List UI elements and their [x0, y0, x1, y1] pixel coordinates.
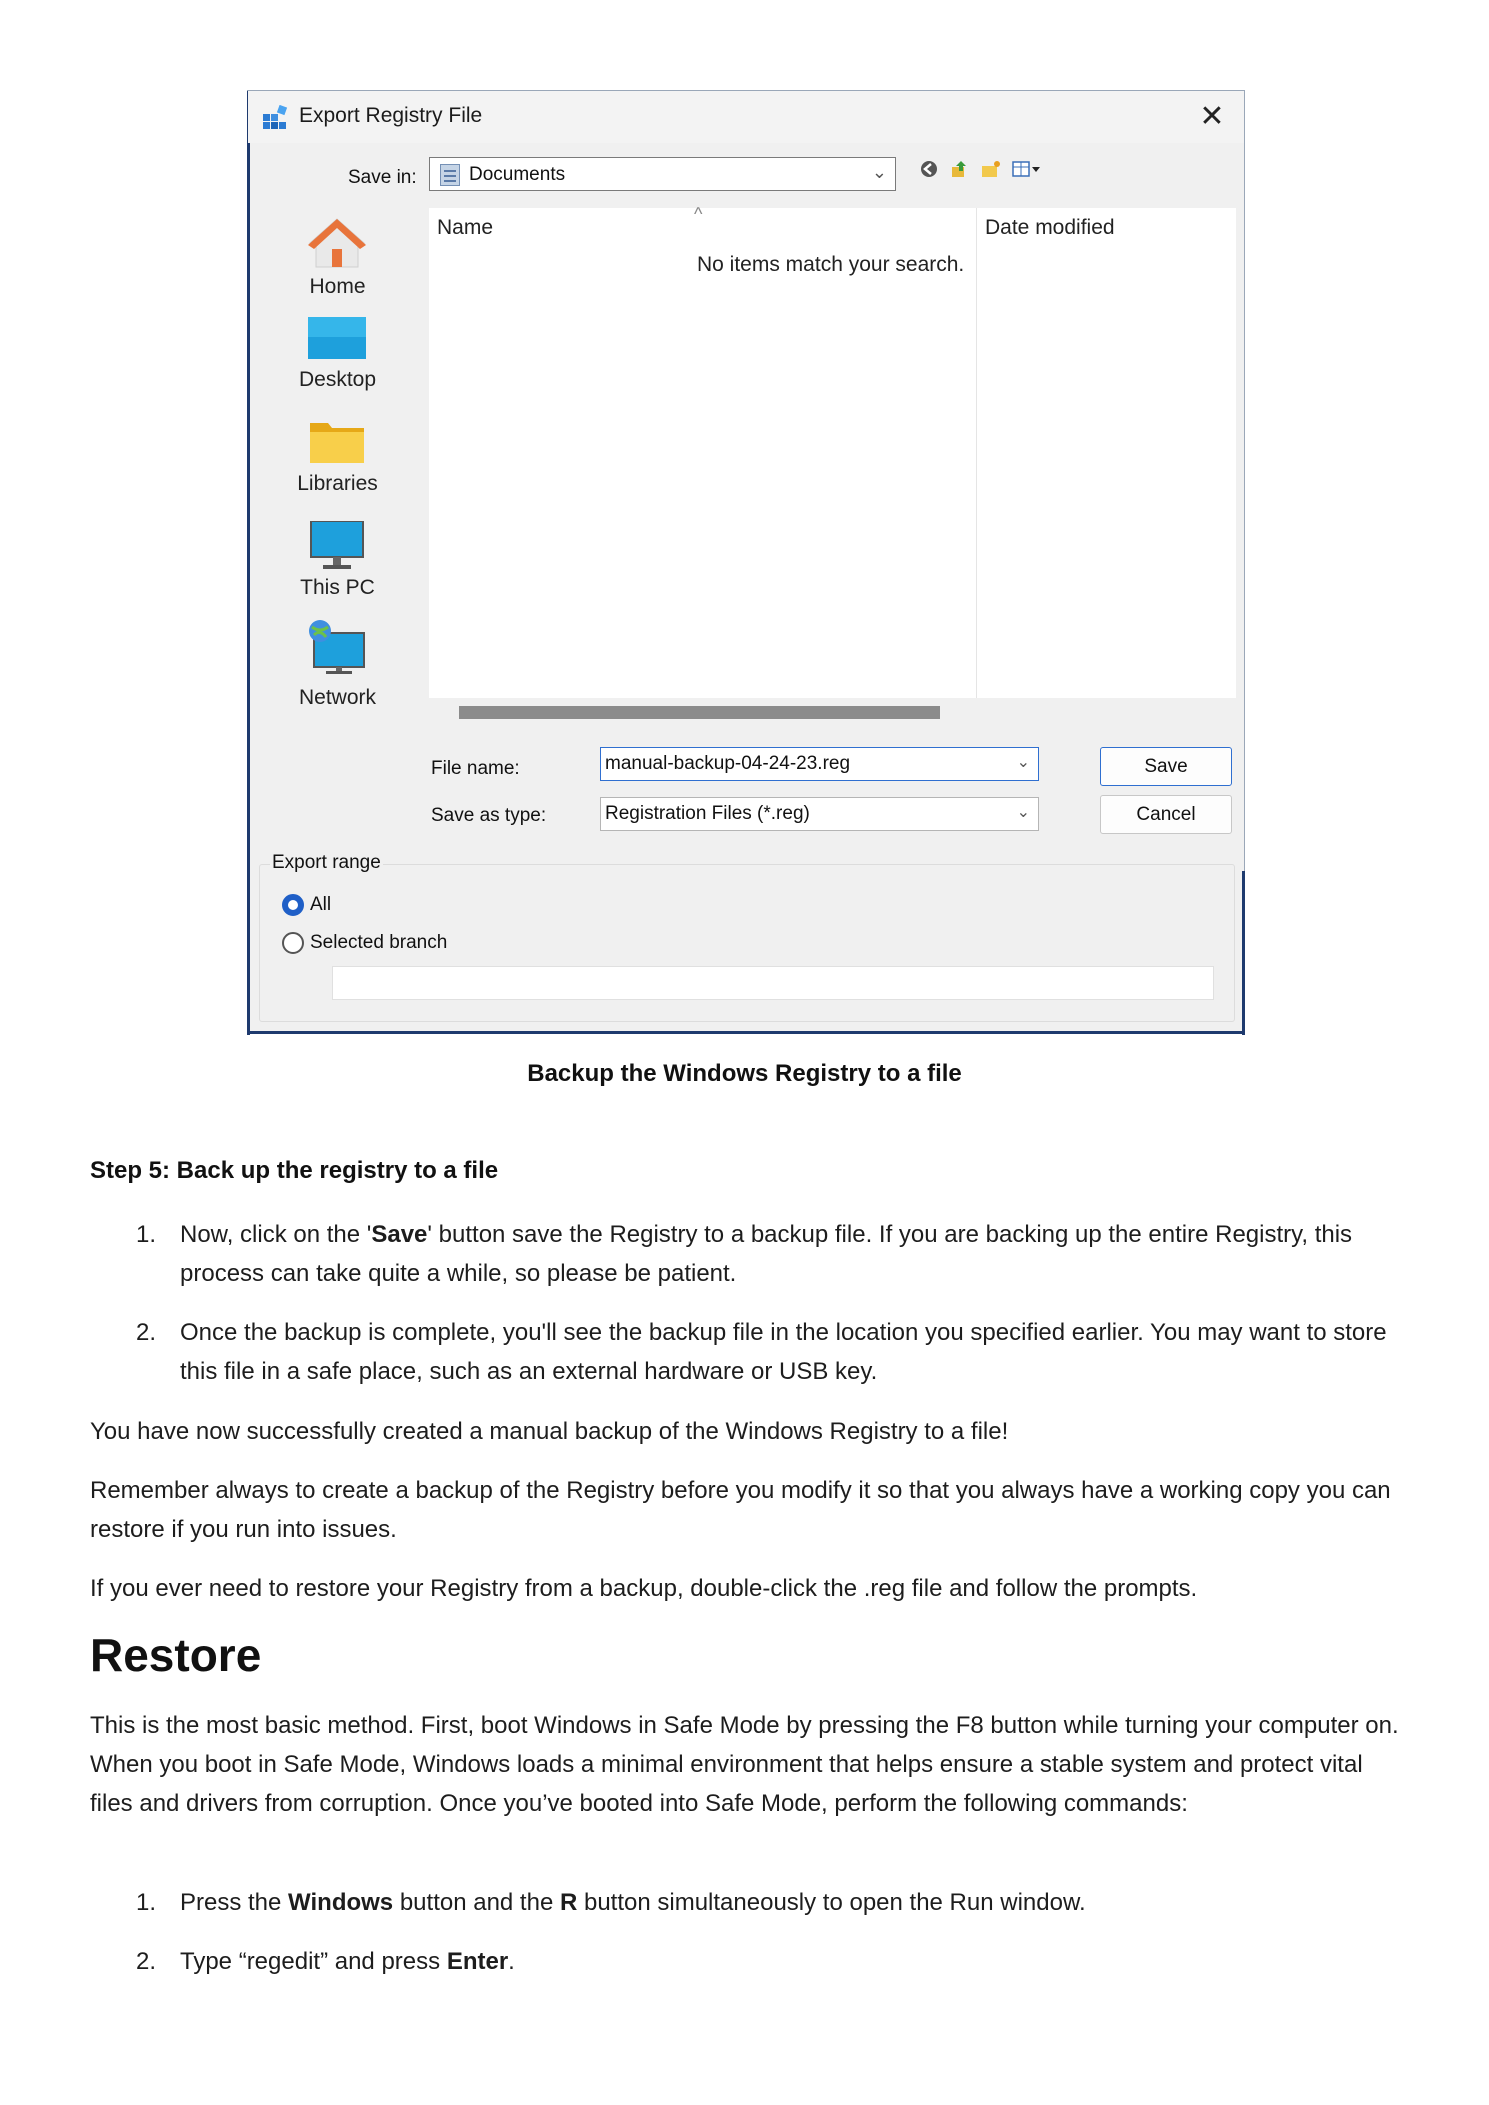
radio-selected-branch[interactable]: [282, 932, 304, 954]
desktop-icon: [308, 317, 366, 361]
place-home[interactable]: [260, 209, 415, 309]
empty-list-message: No items match your search.: [697, 253, 965, 276]
chevron-down-icon[interactable]: ⌄: [1016, 804, 1030, 821]
paragraph: This is the most basic method. First, boot Windows in Safe Mode by pressing the F8 button while turning your computer on. When you boot in Safe Mode, Windows loads a minimal environment that helps ensure a stable system and protect vital files and drivers from corruption. Once you’ve booted into Safe Mode, perform the following commands:: [90, 1712, 1399, 1817]
paragraph: You have now successfully created a manual backup of the Windows Registry to a file!: [90, 1418, 1009, 1445]
sort-arrow-icon: ^: [694, 204, 703, 224]
registry-editor-icon: [262, 105, 288, 131]
save-button[interactable]: Save: [1100, 747, 1232, 786]
close-icon[interactable]: ✕: [1199, 100, 1225, 133]
home-icon: [306, 215, 368, 271]
dialog-frame-right: [1242, 871, 1245, 1035]
chevron-down-icon[interactable]: ⌄: [1016, 754, 1030, 771]
text-run: Press the: [180, 1889, 289, 1916]
place-label: Libraries: [297, 472, 378, 495]
save-in-value: Documents: [469, 164, 566, 185]
network-icon: [306, 619, 368, 675]
column-header-name[interactable]: Name: [437, 216, 494, 239]
dialog-title: Export Registry File: [299, 104, 483, 127]
place-network[interactable]: [260, 619, 415, 719]
radio-all-label[interactable]: All: [310, 894, 332, 915]
bold-run: Save: [371, 1221, 428, 1248]
text-run: .: [508, 1948, 515, 1975]
save-in-dropdown[interactable]: [429, 157, 896, 191]
export-registry-dialog: [247, 90, 1245, 1034]
column-header-date-modified[interactable]: Date modified: [985, 216, 1115, 239]
radio-all[interactable]: [282, 894, 304, 916]
view-menu-icon[interactable]: [1012, 159, 1042, 179]
paragraph: Remember always to create a backup of the Registry before you modify it so that you always have a working copy you can restore if you run into issues.: [90, 1477, 1391, 1543]
list-text: [180, 1215, 1400, 1293]
dialog-title-bar: [248, 91, 1244, 143]
place-label: Network: [298, 686, 377, 709]
text-run: ' button save the Registry to a backup file. If you are backing up the entire Registry, this process can take quite a while, so please be patient.: [180, 1221, 1353, 1287]
file-name-input[interactable]: [600, 747, 1039, 781]
text-run: Now, click on the ': [180, 1221, 372, 1248]
step-heading: Step 5: Back up the registry to a file: [90, 1157, 499, 1184]
selected-branch-input[interactable]: [332, 966, 1214, 1000]
section-heading: Restore: [90, 1629, 262, 1681]
place-label: Desktop: [298, 368, 377, 391]
places-bar: [260, 209, 415, 829]
list-text: [180, 1883, 1400, 1922]
text-run: Type “regedit” and press: [180, 1948, 447, 1975]
radio-selected-branch-label[interactable]: Selected branch: [310, 932, 448, 953]
list-text: Once the backup is complete, you'll see the backup file in the location you specified earlier. You may want to store this file in a safe place, such as an external hardware or USB key.: [180, 1319, 1387, 1385]
place-label: Home: [309, 275, 366, 298]
save-as-type-label: Save as type:: [431, 805, 547, 826]
cancel-button[interactable]: Cancel: [1100, 795, 1232, 834]
documents-icon: [440, 164, 460, 186]
folder-icon: [310, 419, 364, 465]
navigation-toolbar: [919, 159, 1049, 189]
save-in-label: Save in:: [348, 167, 417, 188]
place-desktop[interactable]: [260, 317, 415, 407]
monitor-icon: [309, 521, 365, 571]
dialog-frame-left: [247, 91, 250, 1035]
list-text: [180, 1942, 1400, 1981]
file-name-value: manual-backup-04-24-23.reg: [605, 753, 851, 774]
text-run: button simultaneously to open the Run window.: [577, 1889, 1086, 1916]
horizontal-scrollbar[interactable]: [459, 706, 940, 719]
bold-run: Windows: [288, 1889, 394, 1916]
bold-run: Enter: [446, 1948, 509, 1975]
text-run: button and the: [393, 1889, 560, 1916]
file-name-label: File name:: [431, 758, 520, 779]
bold-run: R: [559, 1889, 578, 1916]
figure-caption: Backup the Windows Registry to a file: [527, 1060, 962, 1087]
list-number: 1.: [136, 1221, 157, 1248]
place-libraries[interactable]: [260, 419, 415, 509]
up-folder-icon[interactable]: [949, 159, 969, 179]
new-folder-icon[interactable]: [980, 159, 1002, 179]
list-number: 2.: [136, 1319, 157, 1346]
file-list[interactable]: [429, 204, 1236, 698]
dialog-frame-bottom: [247, 1031, 1245, 1034]
list-number: 2.: [136, 1948, 157, 1975]
list-number: 1.: [136, 1889, 157, 1916]
paragraph: If you ever need to restore your Registry from a backup, double-click the .reg file and follow the prompts.: [90, 1575, 1198, 1602]
save-as-type-dropdown[interactable]: [600, 797, 1039, 831]
chevron-down-icon: ⌄: [871, 162, 887, 182]
place-label: This PC: [300, 576, 375, 599]
column-divider[interactable]: [976, 208, 977, 698]
place-this-pc[interactable]: [260, 519, 415, 609]
export-range-label: Export range: [272, 852, 381, 873]
back-icon[interactable]: [919, 159, 939, 179]
save-as-type-value: Registration Files (*.reg): [605, 803, 810, 824]
